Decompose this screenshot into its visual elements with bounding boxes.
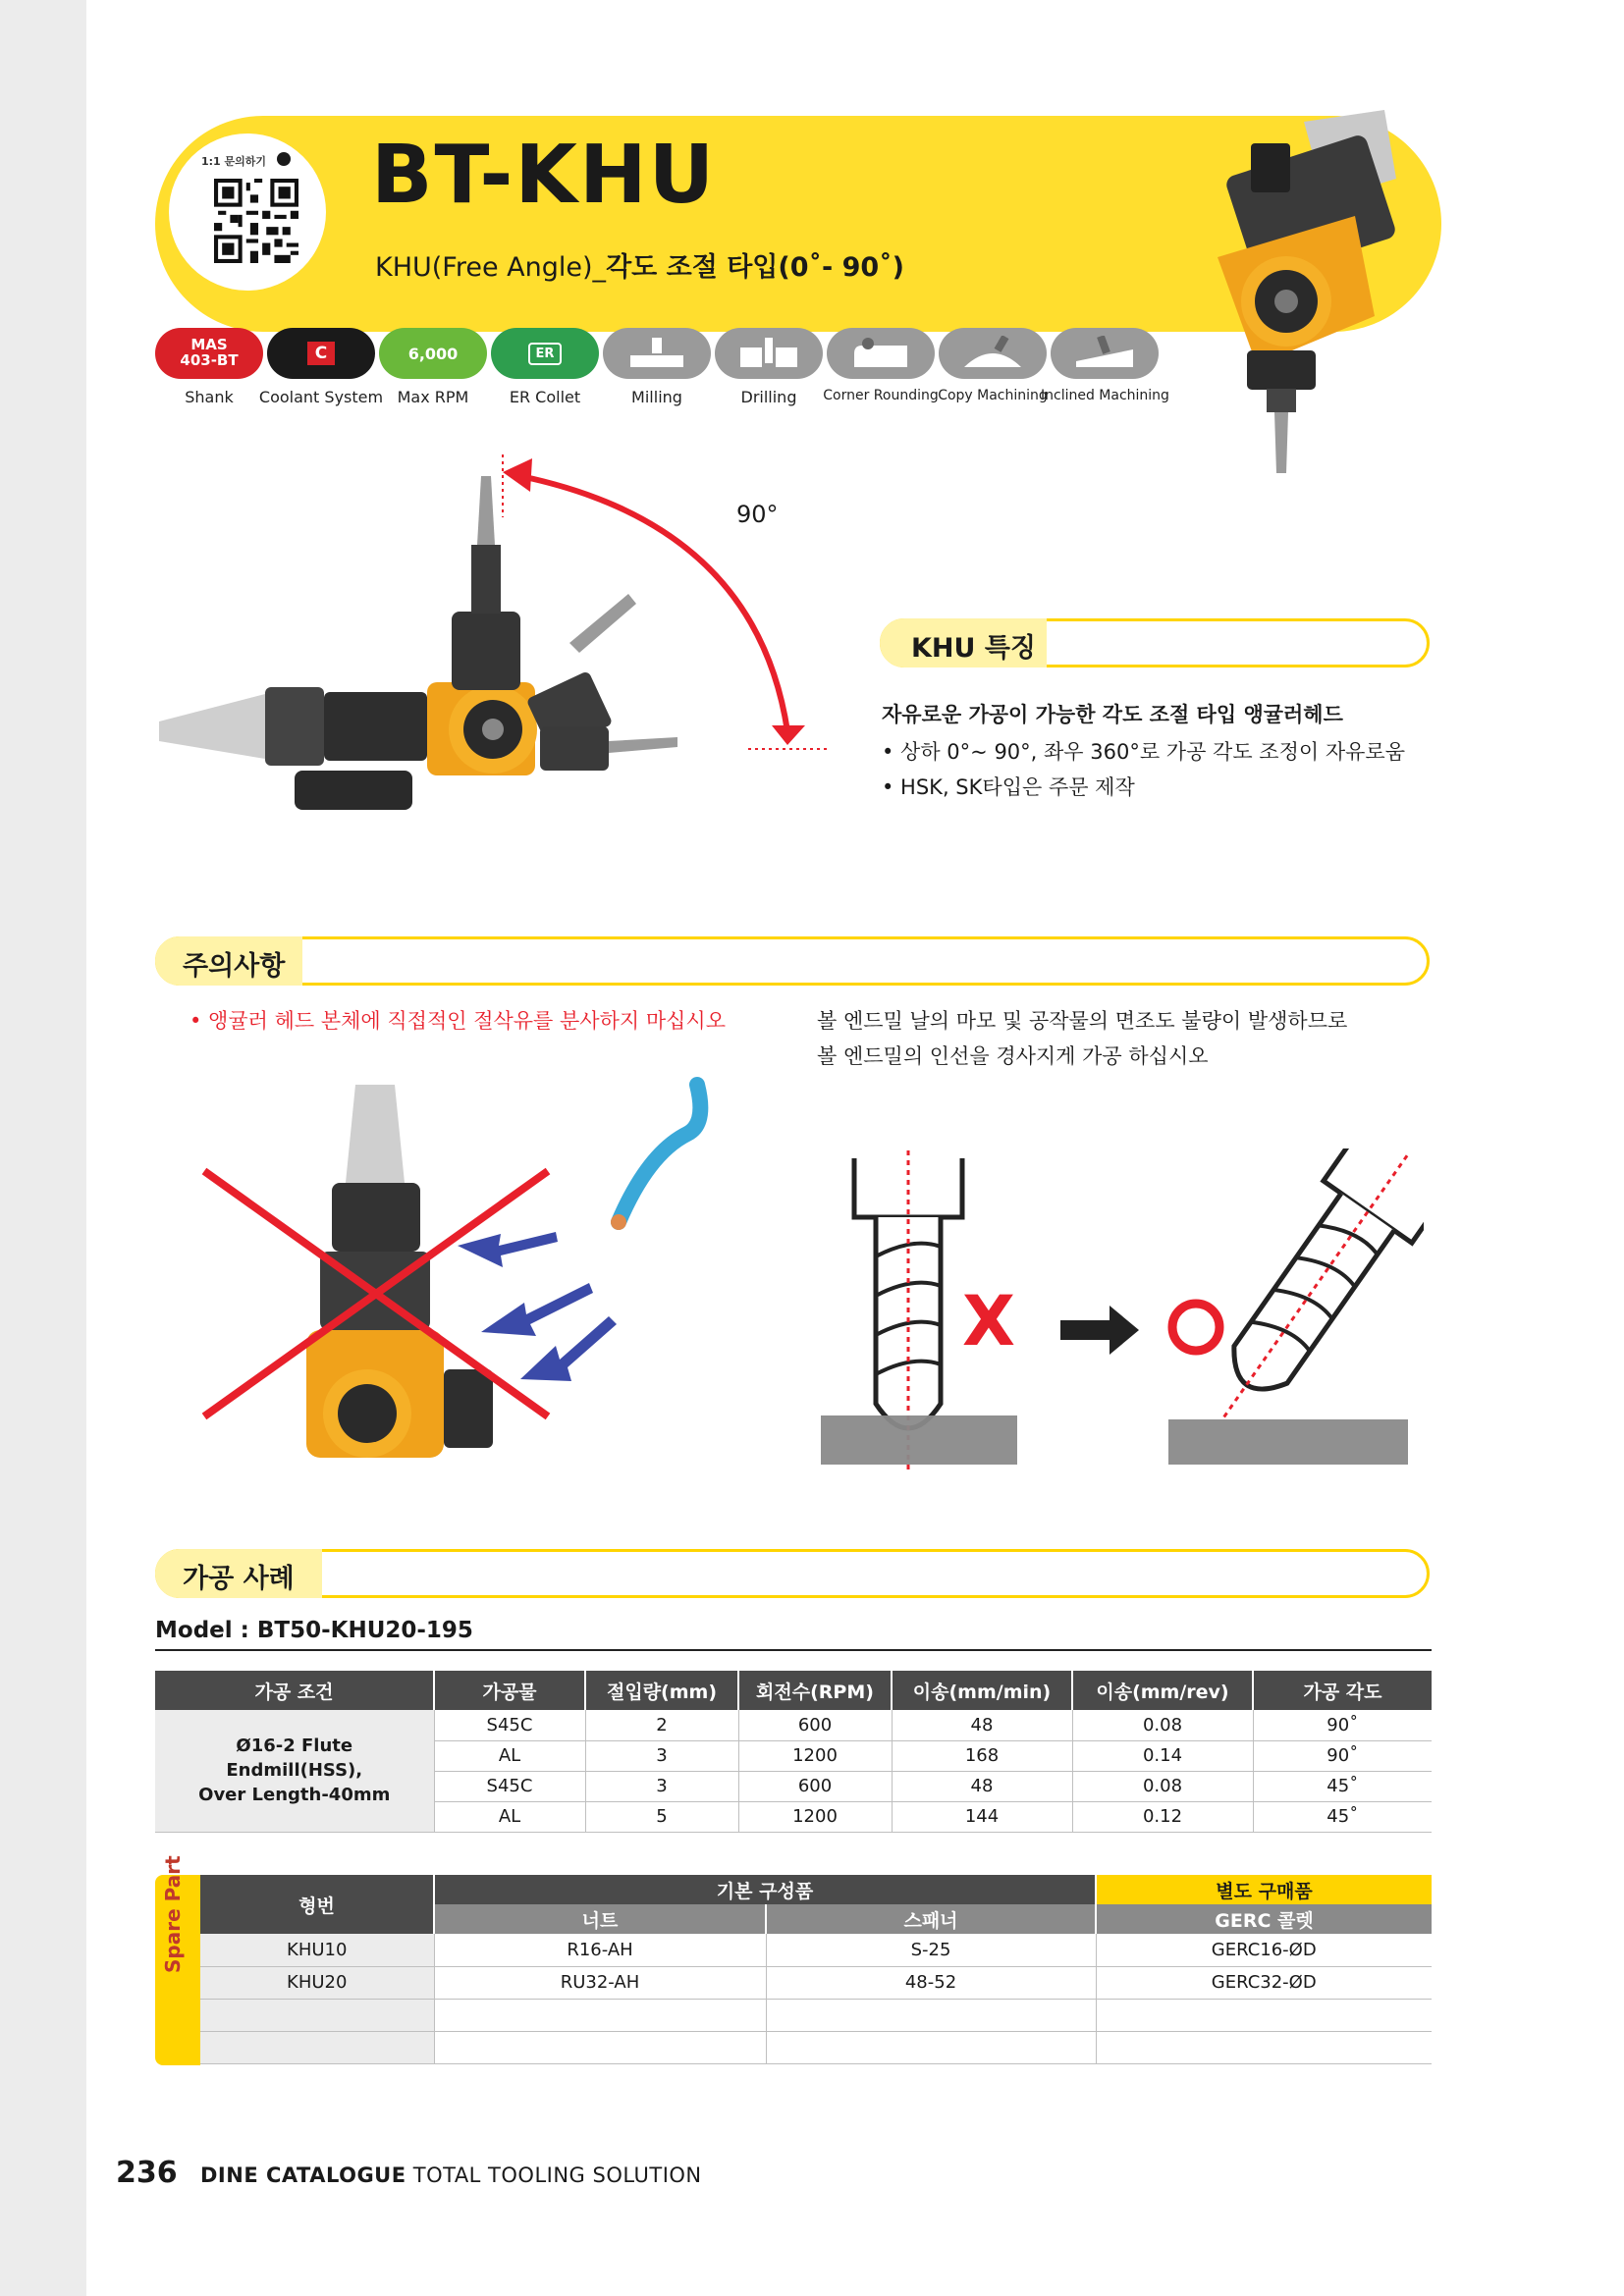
caution-note-2: 볼 엔드밀의 인선을 경사지게 가공 하십시오 — [817, 1044, 1209, 1068]
spec-rpm-badge — [379, 328, 487, 379]
caution-header — [155, 936, 1430, 986]
cell — [1096, 2031, 1432, 2063]
cell: RU32-AH — [434, 1966, 766, 1999]
col-condition: 가공 조건 — [155, 1671, 434, 1710]
cell: R16-AH — [434, 1934, 766, 1966]
spec-collet-badge — [491, 328, 599, 379]
cell: S45C — [434, 1710, 585, 1740]
cell: 45˚ — [1253, 1801, 1432, 1832]
footer-text — [200, 2163, 702, 2187]
spec-shank-bottom: 403-BT — [180, 351, 239, 369]
cell: 1200 — [738, 1801, 892, 1832]
example-table — [155, 1671, 1432, 1833]
cell: AL — [434, 1740, 585, 1771]
spec-coolant-top: C — [307, 342, 335, 365]
table-row — [200, 1934, 1432, 1966]
copy-machining-icon — [939, 328, 1047, 379]
ball-endmill-illustration — [815, 1148, 1424, 1482]
spec-rpm-label: Max RPM — [397, 388, 469, 406]
spare-collet-header: GERC 콜렛 — [1096, 1904, 1432, 1934]
cell: GERC32-ØD — [1096, 1966, 1432, 1999]
cell — [200, 1999, 434, 2031]
milling-icon — [603, 328, 711, 379]
cell — [1096, 1999, 1432, 2031]
table-row — [200, 1999, 1432, 2031]
spec-drilling-label: Drilling — [740, 388, 797, 406]
features-bullet-2: • HSK, SK타입은 주문 제작 — [882, 775, 1135, 799]
cell: 0.14 — [1072, 1740, 1253, 1771]
inclined-machining-icon — [1051, 328, 1159, 379]
spec-milling-label: Milling — [631, 388, 682, 406]
condition-line-2: Endmill(HSS), — [226, 1760, 363, 1782]
cell: 90˚ — [1253, 1710, 1432, 1740]
left-margin-strip — [0, 0, 86, 2296]
features-bullet-1: • 상하 0°~ 90°, 좌우 360°로 가공 각도 조정이 자유로움 — [882, 740, 1405, 764]
condition-line-1: Ø16-2 Flute — [236, 1735, 353, 1756]
example-header — [155, 1549, 1430, 1598]
cell: 144 — [892, 1801, 1072, 1832]
cell: 600 — [738, 1710, 892, 1740]
spec-shank-label: Shank — [185, 388, 234, 406]
example-table-header — [155, 1671, 1432, 1710]
features-title: KHU 특징 — [911, 633, 1037, 664]
table-row — [200, 2031, 1432, 2063]
col-rpm: 회전수(RPM) — [738, 1671, 892, 1710]
spare-part-label: Spare Part — [161, 1855, 185, 1973]
coolant-warning-illustration — [187, 1075, 736, 1487]
example-title: 가공 사례 — [183, 1564, 295, 1594]
caution-note-1: 볼 엔드밀 날의 마모 및 공작물의 면조도 불량이 발생하므로 — [817, 1009, 1348, 1033]
cell: 45˚ — [1253, 1771, 1432, 1801]
cell — [200, 2031, 434, 2063]
spec-rpm-top: 6,000 — [407, 344, 459, 363]
subtitle-bold: 각도 조절 타입(0˚- 90˚) — [606, 252, 904, 283]
spare-spanner-header: 스패너 — [766, 1904, 1096, 1934]
col-depth: 절입량(mm) — [585, 1671, 738, 1710]
svg-text:X: X — [962, 1281, 1015, 1362]
col-feed-rev: 이송(mm/rev) — [1072, 1671, 1253, 1710]
spare-extra-header: 별도 구매품 — [1096, 1875, 1432, 1904]
cell: 48 — [892, 1710, 1072, 1740]
cell: 0.12 — [1072, 1801, 1253, 1832]
condition-line-3: Over Length-40mm — [198, 1785, 391, 1806]
cell: 90˚ — [1253, 1740, 1432, 1771]
spec-shank-top: MAS — [190, 336, 228, 354]
example-divider — [155, 1649, 1432, 1651]
spare-basic-header: 기본 구성품 — [434, 1875, 1096, 1904]
subtitle-plain: KHU(Free Angle)_ — [375, 252, 607, 283]
spare-model-header: 형번 — [200, 1875, 434, 1934]
footer-tagline: TOTAL TOOLING SOLUTION — [412, 2163, 702, 2187]
cell: 600 — [738, 1771, 892, 1801]
spec-inclined-label: Inclined Machining — [1041, 388, 1169, 403]
spec-shank-badge — [155, 328, 263, 379]
cell: 0.08 — [1072, 1710, 1253, 1740]
spec-collet-label: ER Collet — [509, 388, 581, 406]
spare-nut-header: 너트 — [434, 1904, 766, 1934]
angle-label: 90° — [736, 501, 779, 528]
cell: 48-52 — [766, 1966, 1096, 1999]
qr-label: 1:1 문의하기 — [201, 155, 267, 168]
table-row — [155, 1710, 1432, 1740]
cell: 3 — [585, 1740, 738, 1771]
col-material: 가공물 — [434, 1671, 585, 1710]
caution-title: 주의사항 — [183, 951, 286, 982]
spec-copy-label: Copy Machining — [938, 388, 1048, 403]
cell: AL — [434, 1801, 585, 1832]
cell: S-25 — [766, 1934, 1096, 1966]
col-angle: 가공 각도 — [1253, 1671, 1432, 1710]
drilling-icon — [715, 328, 823, 379]
table-row — [200, 1966, 1432, 1999]
product-image-header — [1178, 110, 1435, 483]
condition-cell — [155, 1710, 434, 1832]
cell: KHU20 — [200, 1966, 434, 1999]
page-number: 236 — [116, 2156, 178, 2190]
col-feed-min: 이송(mm/min) — [892, 1671, 1072, 1710]
cell: 1200 — [738, 1740, 892, 1771]
model-subtitle — [375, 245, 904, 284]
kakao-icon — [277, 152, 291, 166]
cell: KHU10 — [200, 1934, 434, 1966]
qr-code-icon[interactable] — [214, 179, 298, 263]
corner-rounding-icon — [827, 328, 935, 379]
spec-corner-label: Corner Rounding — [823, 388, 939, 403]
cell: 3 — [585, 1771, 738, 1801]
cell: 0.08 — [1072, 1771, 1253, 1801]
cell: 2 — [585, 1710, 738, 1740]
spare-table — [200, 1875, 1432, 2064]
features-headline: 자유로운 가공이 가능한 각도 조절 타입 앵귤러헤드 — [882, 703, 1343, 726]
spec-coolant-label: Coolant System — [258, 388, 384, 406]
cell — [434, 2031, 766, 2063]
caution-warning: • 앵귤러 헤드 본체에 직접적인 절삭유를 분사하지 마십시오 — [189, 1009, 726, 1033]
cell: 168 — [892, 1740, 1072, 1771]
cell — [434, 1999, 766, 2031]
example-model: Model : BT50-KHU20-195 — [155, 1618, 473, 1643]
cell: S45C — [434, 1771, 585, 1801]
spec-collet-top: ER — [528, 343, 563, 365]
cell: GERC16-ØD — [1096, 1934, 1432, 1966]
spec-coolant-badge — [267, 328, 375, 379]
cell — [766, 2031, 1096, 2063]
model-title: BT-KHU — [371, 129, 717, 222]
cell — [766, 1999, 1096, 2031]
footer-brand: DINE CATALOGUE — [200, 2163, 406, 2187]
cell: 5 — [585, 1801, 738, 1832]
cell: 48 — [892, 1771, 1072, 1801]
